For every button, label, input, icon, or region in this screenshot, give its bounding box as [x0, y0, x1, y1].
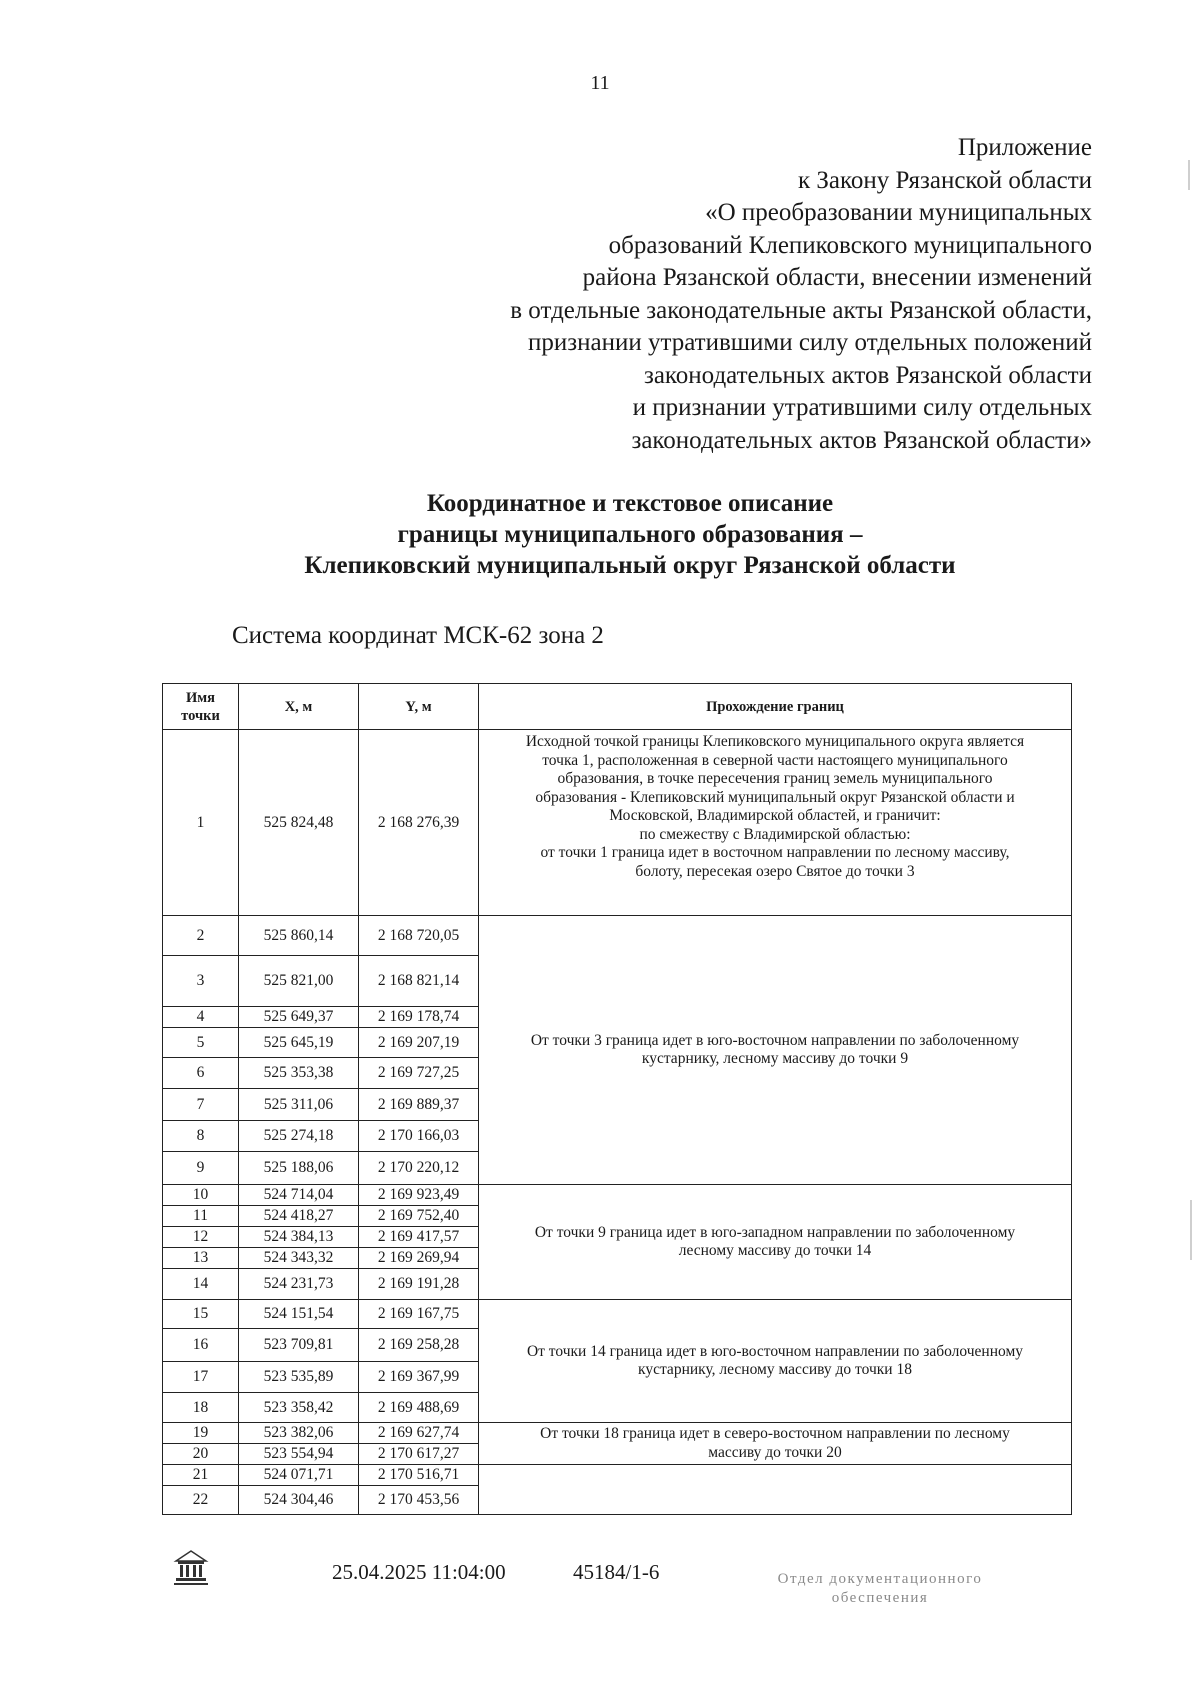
cell-y: 2 168 276,39: [359, 730, 479, 916]
cell-x: 525 311,06: [239, 1089, 359, 1121]
description-line: кустарнику, лесному массиву до точки 18: [638, 1361, 912, 1378]
footer-doc-number: 45184/1-6: [573, 1560, 660, 1584]
description-line: образования - Клепиковский муниципальный округ Рязанской области и: [535, 788, 1015, 806]
header-point-line2: точки: [181, 707, 220, 724]
cell-y: 2 170 516,71: [359, 1465, 479, 1486]
description-line: От точки 18 граница идет в северо-восточном направлении по лесному: [540, 1425, 1010, 1442]
cell-x: 523 554,94: [239, 1444, 359, 1465]
cell-point: 1: [163, 730, 239, 916]
coordinates-table: [162, 683, 1072, 1515]
title-line: границы муниципального образования –: [397, 521, 863, 548]
cell-x: 525 824,48: [239, 730, 359, 916]
description-line: по смежеству с Владимирской областью:: [639, 825, 911, 843]
cell-point: 20: [163, 1444, 239, 1465]
cell-x: 525 821,00: [239, 956, 359, 1007]
table-row: [163, 1185, 1072, 1206]
description-line: От точки 9 граница идет в юго-западном направлении по заболоченному: [534, 1223, 1016, 1241]
cell-point: 22: [163, 1486, 239, 1515]
cell-point: 11: [163, 1206, 239, 1227]
cell-point: 18: [163, 1393, 239, 1423]
cell-point: 19: [163, 1423, 239, 1444]
cell-description: [479, 1423, 1072, 1465]
cell-y: 2 169 417,57: [359, 1227, 479, 1248]
cell-point: 17: [163, 1362, 239, 1393]
header-description: Прохождение границ: [479, 684, 1072, 730]
cell-x: 523 382,06: [239, 1423, 359, 1444]
cell-y: 2 169 269,94: [359, 1248, 479, 1269]
cell-point: 9: [163, 1152, 239, 1185]
cell-description: [479, 916, 1072, 1185]
cell-point: 15: [163, 1300, 239, 1329]
header-point: [163, 684, 239, 730]
cell-y: 2 169 727,25: [359, 1058, 479, 1089]
cell-y: 2 169 367,99: [359, 1362, 479, 1393]
cell-point: 5: [163, 1028, 239, 1058]
cell-x: 524 343,32: [239, 1248, 359, 1269]
cell-point: 16: [163, 1329, 239, 1362]
cell-y: 2 169 258,28: [359, 1329, 479, 1362]
description-line: Московской, Владимирской областей, и граничит:: [609, 807, 941, 824]
cell-y: 2 170 166,03: [359, 1121, 479, 1152]
cell-point: 13: [163, 1248, 239, 1269]
appendix-line: признании утратившими силу отдельных положений: [527, 329, 1092, 356]
table-header-row: [163, 684, 1072, 730]
cell-x: 525 353,38: [239, 1058, 359, 1089]
page-number: 11: [590, 72, 610, 94]
appendix-line: в отдельные законодательные акты Рязанской области,: [510, 296, 1092, 324]
cell-x: 525 188,06: [239, 1152, 359, 1185]
cell-x: 523 358,42: [239, 1393, 359, 1423]
appendix-header: [332, 132, 1092, 457]
cell-y: 2 170 220,12: [359, 1152, 479, 1185]
scan-mark: [1190, 1200, 1192, 1260]
cell-y: 2 170 617,27: [359, 1444, 479, 1465]
stamp-line: обеспечения: [831, 1590, 929, 1606]
description-line: кустарнику, лесному массиву до точки 9: [641, 1050, 909, 1067]
cell-x: 525 860,14: [239, 916, 359, 956]
header-x: X, м: [239, 684, 359, 730]
description-line: болоту, пересекая озеро Святое до точки 3: [635, 862, 915, 880]
appendix-line: законодательных актов Рязанской области: [643, 361, 1092, 389]
cell-x: 523 535,89: [239, 1362, 359, 1393]
cell-point: 2: [163, 916, 239, 956]
cell-description: [479, 730, 1072, 916]
cell-y: 2 169 752,40: [359, 1206, 479, 1227]
cell-point: 10: [163, 1185, 239, 1206]
cell-x: 524 071,71: [239, 1465, 359, 1486]
cell-x: 524 151,54: [239, 1300, 359, 1329]
cell-y: 2 169 167,75: [359, 1300, 479, 1329]
cell-y: 2 169 889,37: [359, 1089, 479, 1121]
table-row: [163, 1423, 1072, 1444]
description-line: От точки 3 граница идет в юго-восточном направлении по заболоченному: [530, 1031, 1020, 1049]
cell-y: 2 170 453,56: [359, 1486, 479, 1515]
appendix-line: образований Клепиковского муниципального: [608, 231, 1092, 259]
government-building-icon: [172, 1547, 210, 1587]
cell-point: 21: [163, 1465, 239, 1486]
stamp-line: Отдел документационного: [777, 1571, 983, 1587]
coordinate-system: Система координат МСК-62 зона 2: [232, 622, 604, 649]
table-row: [163, 1465, 1072, 1486]
cell-x: 525 274,18: [239, 1121, 359, 1152]
table-row: [163, 730, 1072, 916]
document-title: [160, 488, 1100, 581]
appendix-line: к Закону Рязанской области: [798, 166, 1092, 194]
cell-description: [479, 1300, 1072, 1423]
scan-mark: [1188, 160, 1190, 190]
cell-x: 523 709,81: [239, 1329, 359, 1362]
cell-y: 2 168 821,14: [359, 956, 479, 1007]
cell-y: 2 169 488,69: [359, 1393, 479, 1423]
cell-y: 2 169 923,49: [359, 1185, 479, 1206]
appendix-line: района Рязанской области, внесении изменений: [582, 264, 1092, 291]
cell-x: 524 231,73: [239, 1269, 359, 1300]
cell-x: 524 304,46: [239, 1486, 359, 1515]
table-row: [163, 916, 1072, 956]
appendix-line: и признании утратившими силу отдельных: [632, 394, 1092, 421]
description-line: От точки 14 граница идет в юго-восточном направлении по заболоченному: [526, 1342, 1024, 1360]
cell-y: 2 169 178,74: [359, 1007, 479, 1028]
description-line: образования, в точке пересечения границ земель муниципального: [557, 770, 993, 787]
description-line: точка 1, расположенная в северной части настоящего муниципального: [542, 751, 1008, 769]
cell-x: 524 384,13: [239, 1227, 359, 1248]
cell-y: 2 168 720,05: [359, 916, 479, 956]
cell-point: 8: [163, 1121, 239, 1152]
cell-point: 14: [163, 1269, 239, 1300]
cell-x: 524 418,27: [239, 1206, 359, 1227]
appendix-line: законодательных актов Рязанской области»: [631, 426, 1092, 454]
cell-x: 524 714,04: [239, 1185, 359, 1206]
header-point-line1: Имя: [186, 689, 215, 706]
cell-point: 12: [163, 1227, 239, 1248]
cell-y: 2 169 627,74: [359, 1423, 479, 1444]
title-line: Координатное и текстовое описание: [426, 490, 834, 517]
cell-y: 2 169 207,19: [359, 1028, 479, 1058]
description-line: Исходной точкой границы Клепиковского муниципального округа является: [525, 733, 1025, 750]
description-line: лесному массиву до точки 14: [678, 1242, 872, 1259]
cell-description: [479, 1185, 1072, 1300]
appendix-line: «О преобразовании муниципальных: [705, 199, 1092, 226]
title-line: Клепиковский муниципальный округ Рязанской области: [304, 552, 956, 579]
appendix-line: Приложение: [957, 134, 1092, 161]
description-line: от точки 1 граница идет в восточном направлении по лесному массиву,: [540, 844, 1010, 861]
cell-x: 525 645,19: [239, 1028, 359, 1058]
cell-x: 525 649,37: [239, 1007, 359, 1028]
department-stamp: [730, 1570, 1030, 1608]
footer-datetime: 25.04.2025 11:04:00: [332, 1560, 506, 1584]
cell-point: 6: [163, 1058, 239, 1089]
cell-point: 7: [163, 1089, 239, 1121]
description-line: массиву до точки 20: [708, 1443, 842, 1461]
cell-point: 4: [163, 1007, 239, 1028]
cell-point: 3: [163, 956, 239, 1007]
cell-description-empty: [479, 1465, 1072, 1515]
header-y: Y, м: [359, 684, 479, 730]
cell-y: 2 169 191,28: [359, 1269, 479, 1300]
table-row: [163, 1300, 1072, 1329]
